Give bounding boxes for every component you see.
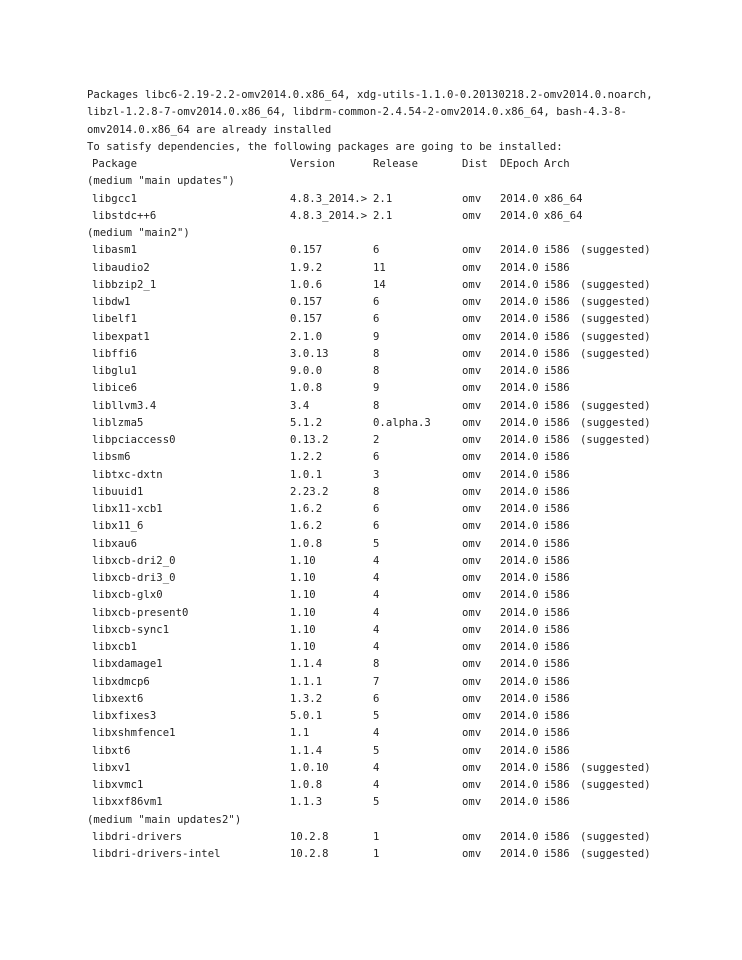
package-arch: i586 xyxy=(544,485,570,498)
package-dist: omv xyxy=(462,761,482,774)
header-package: Package xyxy=(92,158,137,171)
package-arch: i586 xyxy=(544,641,570,654)
package-epoch: 2014.0 xyxy=(500,365,539,378)
package-version: 1.0.8 xyxy=(290,779,323,792)
table-row xyxy=(87,674,727,691)
package-arch: i586 xyxy=(544,796,570,809)
package-epoch: 2014.0 xyxy=(500,468,539,481)
package-arch: x86_64 xyxy=(544,209,583,222)
package-version: 10.2.8 xyxy=(290,848,329,861)
package-arch: i586 xyxy=(544,675,570,688)
package-dist: omv xyxy=(462,503,482,516)
package-arch: i586 xyxy=(544,606,570,619)
package-name: libxvmc1 xyxy=(92,779,144,792)
package-version: 1.10 xyxy=(290,623,316,636)
package-flag: (suggested) xyxy=(580,399,651,412)
package-dist: omv xyxy=(462,382,482,395)
package-version: 1.0.10 xyxy=(290,761,329,774)
package-release: 6 xyxy=(373,244,380,257)
table-row xyxy=(87,656,727,673)
package-dist: omv xyxy=(462,589,482,602)
package-arch: i586 xyxy=(544,451,570,464)
package-release: 0.alpha.3 xyxy=(373,416,431,429)
package-version: 1.10 xyxy=(290,641,316,654)
package-version: 0.157 xyxy=(290,296,323,309)
package-flag: (suggested) xyxy=(580,434,651,447)
package-epoch: 2014.0 xyxy=(500,209,539,222)
package-release: 4 xyxy=(373,606,380,619)
header-epoch: DEpoch xyxy=(500,158,539,171)
package-version: 1.10 xyxy=(290,606,316,619)
table-row xyxy=(87,501,727,518)
package-arch: i586 xyxy=(544,330,570,343)
package-release: 9 xyxy=(373,330,380,343)
header-dist: Dist xyxy=(462,158,488,171)
package-epoch: 2014.0 xyxy=(500,658,539,671)
package-release: 1 xyxy=(373,848,380,861)
package-release: 4 xyxy=(373,779,380,792)
table-row xyxy=(87,277,727,294)
package-epoch: 2014.0 xyxy=(500,554,539,567)
package-dist: omv xyxy=(462,710,482,723)
package-epoch: 2014.0 xyxy=(500,296,539,309)
package-dist: omv xyxy=(462,554,482,567)
package-version: 1.0.8 xyxy=(290,382,323,395)
package-release: 2 xyxy=(373,434,380,447)
package-arch: i586 xyxy=(544,382,570,395)
package-flag: (suggested) xyxy=(580,278,651,291)
package-name: libx11-xcb1 xyxy=(92,503,163,516)
package-release: 5 xyxy=(373,710,380,723)
package-dist: omv xyxy=(462,606,482,619)
package-flag: (suggested) xyxy=(580,347,651,360)
package-version: 1.6.2 xyxy=(290,503,323,516)
package-version: 1.1.3 xyxy=(290,796,323,809)
table-row xyxy=(87,794,727,811)
package-epoch: 2014.0 xyxy=(500,744,539,757)
package-release: 5 xyxy=(373,796,380,809)
header-version: Version xyxy=(290,158,335,171)
package-version: 0.13.2 xyxy=(290,434,329,447)
package-arch: i586 xyxy=(544,623,570,636)
package-release: 6 xyxy=(373,451,380,464)
package-dist: omv xyxy=(462,261,482,274)
package-flag: (suggested) xyxy=(580,244,651,257)
package-name: libgcc1 xyxy=(92,192,137,205)
package-epoch: 2014.0 xyxy=(500,451,539,464)
package-flag: (suggested) xyxy=(580,416,651,429)
table-row xyxy=(87,415,727,432)
package-version: 1.10 xyxy=(290,589,316,602)
package-release: 8 xyxy=(373,485,380,498)
package-dist: omv xyxy=(462,416,482,429)
package-flag: (suggested) xyxy=(580,296,651,309)
package-epoch: 2014.0 xyxy=(500,416,539,429)
package-version: 2.1.0 xyxy=(290,330,323,343)
table-row xyxy=(87,518,727,535)
package-arch: x86_64 xyxy=(544,192,583,205)
package-name: libdri-drivers-intel xyxy=(92,848,221,861)
package-epoch: 2014.0 xyxy=(500,675,539,688)
package-arch: i586 xyxy=(544,779,570,792)
package-epoch: 2014.0 xyxy=(500,830,539,843)
package-flag: (suggested) xyxy=(580,761,651,774)
package-version: 4.8.3_2014.> xyxy=(290,192,368,205)
package-epoch: 2014.0 xyxy=(500,848,539,861)
table-row xyxy=(87,553,727,570)
package-version: 1.2.2 xyxy=(290,451,323,464)
package-name: libexpat1 xyxy=(92,330,150,343)
package-epoch: 2014.0 xyxy=(500,192,539,205)
package-version: 5.1.2 xyxy=(290,416,323,429)
package-version: 5.0.1 xyxy=(290,710,323,723)
package-arch: i586 xyxy=(544,296,570,309)
table-row xyxy=(87,639,727,656)
package-name: libxfixes3 xyxy=(92,710,157,723)
intro-text xyxy=(87,87,727,156)
package-arch: i586 xyxy=(544,244,570,257)
package-name: libstdc++6 xyxy=(92,209,157,222)
package-epoch: 2014.0 xyxy=(500,589,539,602)
package-name: libsm6 xyxy=(92,451,131,464)
package-arch: i586 xyxy=(544,710,570,723)
package-release: 8 xyxy=(373,399,380,412)
package-dist: omv xyxy=(462,779,482,792)
package-epoch: 2014.0 xyxy=(500,537,539,550)
package-version: 1.10 xyxy=(290,554,316,567)
package-release: 1 xyxy=(373,830,380,843)
package-epoch: 2014.0 xyxy=(500,606,539,619)
package-release: 6 xyxy=(373,520,380,533)
table-row xyxy=(87,294,727,311)
package-version: 3.0.13 xyxy=(290,347,329,360)
package-arch: i586 xyxy=(544,848,570,861)
package-version: 1.1.4 xyxy=(290,658,323,671)
package-dist: omv xyxy=(462,727,482,740)
package-version: 10.2.8 xyxy=(290,830,329,843)
package-version: 1.0.1 xyxy=(290,468,323,481)
package-name: libxv1 xyxy=(92,761,131,774)
table-row xyxy=(87,191,727,208)
package-epoch: 2014.0 xyxy=(500,572,539,585)
package-arch: i586 xyxy=(544,554,570,567)
package-dist: omv xyxy=(462,434,482,447)
package-name: libxau6 xyxy=(92,537,137,550)
package-name: libxext6 xyxy=(92,692,144,705)
package-name: libpciaccess0 xyxy=(92,434,176,447)
table-row xyxy=(87,691,727,708)
package-name: libaudio2 xyxy=(92,261,150,274)
package-epoch: 2014.0 xyxy=(500,244,539,257)
intro-line: Packages libc6-2.19-2.2-omv2014.0.x86_64, xdg-utils-1.1.0-0.20130218.2-omv2014.0.noarch, xyxy=(87,89,653,101)
package-name: libxdmcp6 xyxy=(92,675,150,688)
package-version: 1.1.4 xyxy=(290,744,323,757)
table-row xyxy=(87,708,727,725)
package-arch: i586 xyxy=(544,744,570,757)
table-row xyxy=(87,432,727,449)
terminal-output xyxy=(87,87,727,863)
package-version: 0.157 xyxy=(290,244,323,257)
package-version: 1.6.2 xyxy=(290,520,323,533)
package-name: libx11_6 xyxy=(92,520,144,533)
package-version: 1.0.6 xyxy=(290,278,323,291)
package-version: 2.23.2 xyxy=(290,485,329,498)
package-dist: omv xyxy=(462,192,482,205)
intro-line: libzl-1.2.8-7-omv2014.0.x86_64, libdrm-common-2.4.54-2-omv2014.0.x86_64, bash-4.3-8- xyxy=(87,106,627,119)
table-row xyxy=(87,449,727,466)
package-name: libxcb-present0 xyxy=(92,606,189,619)
package-version: 3.4 xyxy=(290,399,310,412)
package-name: libglu1 xyxy=(92,365,137,378)
package-epoch: 2014.0 xyxy=(500,261,539,274)
package-arch: i586 xyxy=(544,468,570,481)
package-dist: omv xyxy=(462,675,482,688)
package-name: libxcb-dri3_0 xyxy=(92,572,176,585)
package-name: libbzip2_1 xyxy=(92,278,157,291)
package-release: 11 xyxy=(373,261,386,274)
package-name: libtxc-dxtn xyxy=(92,468,163,481)
header-release: Release xyxy=(373,158,418,171)
table-row xyxy=(87,242,727,259)
package-dist: omv xyxy=(462,278,482,291)
package-release: 2.1 xyxy=(373,192,393,205)
table-row xyxy=(87,329,727,346)
package-name: liblzma5 xyxy=(92,416,144,429)
package-epoch: 2014.0 xyxy=(500,434,539,447)
table-row xyxy=(87,380,727,397)
table-row xyxy=(87,311,727,328)
package-release: 6 xyxy=(373,313,380,326)
package-release: 8 xyxy=(373,658,380,671)
intro-line: To satisfy dependencies, the following packages are going to be installed: xyxy=(87,140,563,153)
package-name: libxshmfence1 xyxy=(92,727,176,740)
table-row xyxy=(87,829,727,846)
package-version: 4.8.3_2014.> xyxy=(290,209,368,222)
package-version: 0.157 xyxy=(290,313,323,326)
package-name: libllvm3.4 xyxy=(92,399,157,412)
package-arch: i586 xyxy=(544,589,570,602)
package-release: 4 xyxy=(373,623,380,636)
package-dist: omv xyxy=(462,485,482,498)
package-epoch: 2014.0 xyxy=(500,710,539,723)
table-row xyxy=(87,208,727,225)
package-epoch: 2014.0 xyxy=(500,503,539,516)
package-name: libffi6 xyxy=(92,347,137,360)
package-release: 14 xyxy=(373,278,386,291)
package-dist: omv xyxy=(462,537,482,550)
package-epoch: 2014.0 xyxy=(500,692,539,705)
package-epoch: 2014.0 xyxy=(500,485,539,498)
package-dist: omv xyxy=(462,468,482,481)
package-dist: omv xyxy=(462,365,482,378)
package-dist: omv xyxy=(462,330,482,343)
package-epoch: 2014.0 xyxy=(500,520,539,533)
table-row xyxy=(87,605,727,622)
intro-line: omv2014.0.x86_64 are already installed xyxy=(87,123,332,136)
table-row xyxy=(87,260,727,277)
package-flag: (suggested) xyxy=(580,848,651,861)
package-dist: omv xyxy=(462,244,482,257)
package-dist: omv xyxy=(462,520,482,533)
table-row xyxy=(87,760,727,777)
package-version: 1.1 xyxy=(290,727,310,740)
package-epoch: 2014.0 xyxy=(500,623,539,636)
package-dist: omv xyxy=(462,692,482,705)
package-epoch: 2014.0 xyxy=(500,796,539,809)
package-epoch: 2014.0 xyxy=(500,330,539,343)
package-release: 5 xyxy=(373,744,380,757)
package-dist: omv xyxy=(462,848,482,861)
package-release: 4 xyxy=(373,589,380,602)
package-name: libxcb-dri2_0 xyxy=(92,554,176,567)
package-name: libdri-drivers xyxy=(92,830,182,843)
table-header xyxy=(87,156,727,173)
package-name: libelf1 xyxy=(92,313,137,326)
package-epoch: 2014.0 xyxy=(500,641,539,654)
package-arch: i586 xyxy=(544,537,570,550)
package-release: 9 xyxy=(373,382,380,395)
medium-group-title: (medium "main2") xyxy=(87,227,190,240)
package-dist: omv xyxy=(462,658,482,671)
package-dist: omv xyxy=(462,209,482,222)
package-dist: omv xyxy=(462,296,482,309)
table-row xyxy=(87,743,727,760)
package-epoch: 2014.0 xyxy=(500,278,539,291)
package-arch: i586 xyxy=(544,761,570,774)
header-arch: Arch xyxy=(544,158,570,171)
package-version: 1.0.8 xyxy=(290,537,323,550)
package-release: 6 xyxy=(373,692,380,705)
table-row xyxy=(87,622,727,639)
package-version: 9.0.0 xyxy=(290,365,323,378)
package-dist: omv xyxy=(462,796,482,809)
package-arch: i586 xyxy=(544,278,570,291)
package-version: 1.9.2 xyxy=(290,261,323,274)
package-version: 1.3.2 xyxy=(290,692,323,705)
package-arch: i586 xyxy=(544,520,570,533)
package-release: 8 xyxy=(373,347,380,360)
package-dist: omv xyxy=(462,572,482,585)
package-epoch: 2014.0 xyxy=(500,382,539,395)
package-epoch: 2014.0 xyxy=(500,727,539,740)
table-row xyxy=(87,484,727,501)
package-epoch: 2014.0 xyxy=(500,399,539,412)
table-row xyxy=(87,570,727,587)
table-row xyxy=(87,363,727,380)
package-arch: i586 xyxy=(544,399,570,412)
package-version: 1.1.1 xyxy=(290,675,323,688)
table-row xyxy=(87,536,727,553)
package-release: 5 xyxy=(373,537,380,550)
package-epoch: 2014.0 xyxy=(500,347,539,360)
package-dist: omv xyxy=(462,451,482,464)
package-flag: (suggested) xyxy=(580,330,651,343)
package-arch: i586 xyxy=(544,727,570,740)
package-dist: omv xyxy=(462,347,482,360)
package-release: 4 xyxy=(373,761,380,774)
table-row xyxy=(87,725,727,742)
package-name: libxt6 xyxy=(92,744,131,757)
package-dist: omv xyxy=(462,313,482,326)
package-release: 4 xyxy=(373,641,380,654)
package-release: 6 xyxy=(373,503,380,516)
package-dist: omv xyxy=(462,744,482,757)
package-dist: omv xyxy=(462,641,482,654)
package-arch: i586 xyxy=(544,434,570,447)
package-name: libice6 xyxy=(92,382,137,395)
package-flag: (suggested) xyxy=(580,830,651,843)
package-release: 2.1 xyxy=(373,209,393,222)
table-row xyxy=(87,846,727,863)
package-arch: i586 xyxy=(544,347,570,360)
package-epoch: 2014.0 xyxy=(500,761,539,774)
package-arch: i586 xyxy=(544,365,570,378)
package-arch: i586 xyxy=(544,572,570,585)
package-name: libdw1 xyxy=(92,296,131,309)
package-release: 6 xyxy=(373,296,380,309)
table-row xyxy=(87,398,727,415)
table-row xyxy=(87,587,727,604)
package-arch: i586 xyxy=(544,261,570,274)
package-dist: omv xyxy=(462,399,482,412)
medium-group-title: (medium "main updates2") xyxy=(87,813,242,826)
package-name: libasm1 xyxy=(92,244,137,257)
package-name: libxcb-sync1 xyxy=(92,623,170,636)
package-release: 8 xyxy=(373,365,380,378)
package-epoch: 2014.0 xyxy=(500,779,539,792)
package-name: libxcb-glx0 xyxy=(92,589,163,602)
package-release: 7 xyxy=(373,675,380,688)
package-release: 4 xyxy=(373,554,380,567)
package-name: libxdamage1 xyxy=(92,658,163,671)
package-dist: omv xyxy=(462,623,482,636)
package-name: libxcb1 xyxy=(92,641,137,654)
package-arch: i586 xyxy=(544,692,570,705)
medium-group-title: (medium "main updates") xyxy=(87,175,235,188)
table-row xyxy=(87,346,727,363)
table-row xyxy=(87,777,727,794)
package-release: 3 xyxy=(373,468,380,481)
package-arch: i586 xyxy=(544,503,570,516)
package-flag: (suggested) xyxy=(580,779,651,792)
package-arch: i586 xyxy=(544,658,570,671)
package-version: 1.10 xyxy=(290,572,316,585)
package-arch: i586 xyxy=(544,830,570,843)
package-name: libxxf86vm1 xyxy=(92,796,163,809)
table-row xyxy=(87,467,727,484)
package-epoch: 2014.0 xyxy=(500,313,539,326)
package-dist: omv xyxy=(462,830,482,843)
package-release: 4 xyxy=(373,572,380,585)
package-arch: i586 xyxy=(544,416,570,429)
package-groups xyxy=(87,173,727,863)
package-name: libuuid1 xyxy=(92,485,144,498)
package-release: 4 xyxy=(373,727,380,740)
package-arch: i586 xyxy=(544,313,570,326)
package-flag: (suggested) xyxy=(580,313,651,326)
